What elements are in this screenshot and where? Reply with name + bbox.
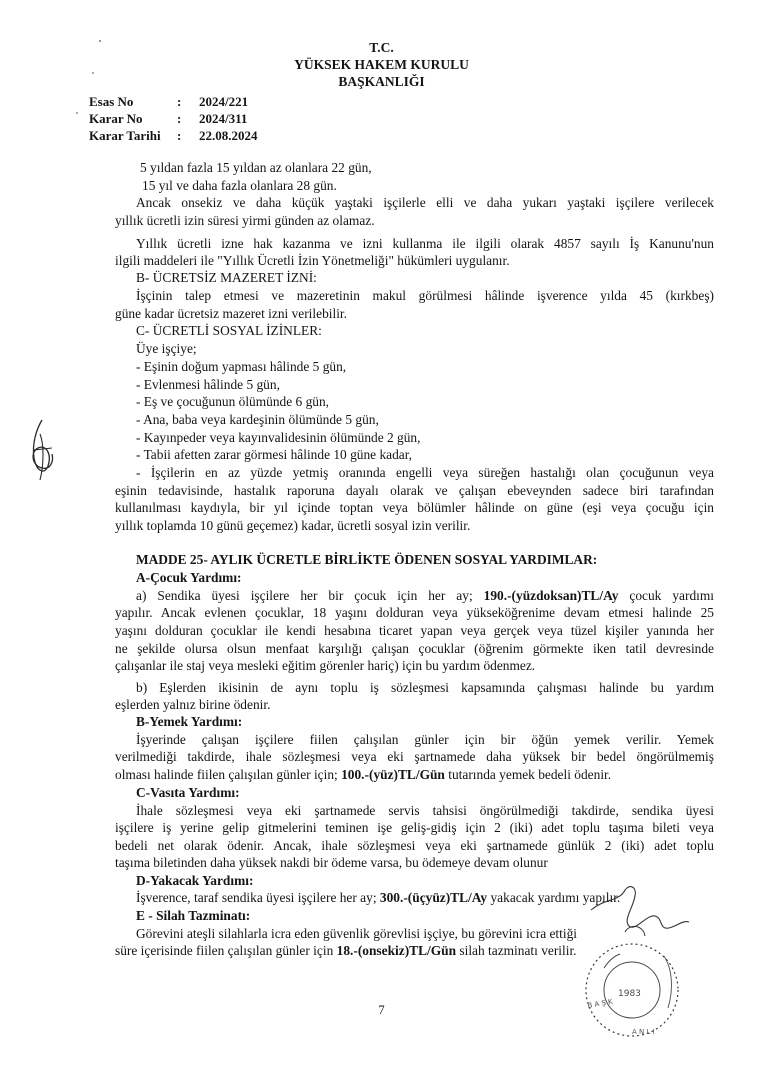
- text-line: b) Eşlerden ikisinin de aynı toplu iş sözleşmesi kapsamında çalışması halinde bu yardım: [136, 680, 714, 695]
- text-line: işçilere iş yerine gelip gitmelerini teminen işe geliş-gidiş için 2 (iki) adet toplu taşıma bileti veya: [115, 820, 714, 835]
- text-line: kullanılması kaydıyla, bir yıl içinde toptan veya bölümler hâlinde on güne (eşi veya çocuğu için: [115, 500, 714, 515]
- meta-value: 22.08.2024: [199, 128, 258, 143]
- meta-label: Karar Tarihi: [89, 128, 161, 143]
- text-line: 15 yıl ve daha fazla olanlara 28 gün.: [142, 178, 337, 193]
- meta-value: 2024/311: [199, 111, 248, 126]
- meta-sep: :: [177, 111, 182, 126]
- subheading-yemek: B-Yemek Yardımı:: [136, 714, 243, 729]
- subheading-vasita: C-Vasıta Yardımı:: [136, 785, 240, 800]
- header-institution: YÜKSEK HAKEM KURULU: [294, 57, 469, 72]
- amount-cocuk: 190.-(yüzdoksan)TL/Ay: [483, 588, 619, 603]
- meta-label: Karar No: [89, 111, 143, 126]
- page-number: 7: [378, 1003, 385, 1017]
- meta-esas-no: [89, 94, 248, 110]
- text-line: yapılır. Ancak evlenen çocuklar, 18 yaşını dolduran veya yükseköğrenime devam etmesi halinde 25: [115, 605, 714, 620]
- list-item: - Eş ve çocuğunun ölümünde 6 gün,: [136, 394, 330, 409]
- text-line: [136, 588, 714, 604]
- list-item: - Eşinin doğum yapması hâlinde 5 gün,: [136, 359, 347, 374]
- list-item: - Evlenmesi hâlinde 5 gün,: [136, 377, 280, 392]
- meta-sep: :: [177, 128, 182, 143]
- scan-speck: [92, 72, 94, 74]
- scan-speck: [99, 40, 101, 42]
- text-line: [136, 890, 620, 906]
- list-item: - Kayınpeder veya kayınvalidesinin ölümünde 2 gün,: [136, 430, 421, 445]
- meta-karar-no: [89, 111, 247, 127]
- text-line: İşyerinde çalışan işçilere fiilen çalışılan günler için bir öğün yemek verilir. Yemek: [136, 732, 714, 747]
- meta-sep: :: [177, 94, 182, 109]
- header-tc: T.C.: [369, 40, 394, 55]
- list-item: - Tabii afetten zarar görmesi hâlinde 10 güne kadar,: [136, 447, 413, 462]
- text-span: olması halinde fiilen çalışılan günler için;: [115, 767, 342, 782]
- text-line: bedeli net olarak ödenir. Ancak, ihale sözleşmesi veya eki şartnamede günlük 2 (iki) adet toplu: [115, 838, 714, 853]
- text-line: 5 yıldan fazla 15 yıldan az olanlara 22 gün,: [140, 160, 372, 175]
- text-line: İşçinin talep etmesi ve mazeretinin makul görülmesi hâlinde işverence yılda 45 (kırkbeş): [136, 288, 714, 303]
- article-heading: MADDE 25- AYLIK ÜCRETLE BİRLİKTE ÖDENEN SOSYAL YARDIMLAR:: [136, 552, 598, 567]
- scan-speck: [76, 112, 78, 114]
- text-line: [115, 943, 577, 959]
- subheading-cocuk: A-Çocuk Yardımı:: [136, 570, 242, 585]
- text-line: eşinin tedavisinde, hastalık raporuna dayalı olarak ve çalışan ebeveynden sadece biri tarafından: [115, 483, 714, 498]
- subheading-silah: E - Silah Tazminatı:: [136, 908, 251, 923]
- official-stamp-icon: [580, 908, 690, 1068]
- text-line: yaşını dolduran çocuklar ile kendi hesabına ticaret yapan veya gerçek veya tüzel kişiler yanında her: [115, 623, 714, 638]
- text-line: taşıma biletinden daha yüksek nakdi bir ödeme varsa, bu ödemeye devam olunur: [115, 855, 548, 870]
- stamp-year: 1983: [618, 989, 641, 999]
- initials-signature-icon: [22, 414, 62, 486]
- amount-yakacak: 300.-(üçyüz)TL/Ay: [379, 890, 488, 905]
- text-line: verilmediği takdirde, ihale sözleşmesi veya eki şartnamede daha yüksek bir bedel öngörülmemiş: [115, 749, 714, 764]
- svg-text:A N L I: A N L I: [632, 1028, 655, 1036]
- meta-karar-tarihi: [89, 128, 258, 144]
- text-line: ilgili maddeleri ile "Yıllık Ücretli İzin Yönetmeliği" hükümleri uygulanır.: [115, 253, 510, 268]
- header-department: BAŞKANLIĞI: [338, 74, 425, 89]
- text-line: ne şekilde olursa olsun menfaat karşılığı çalışan çocuklar (öğrenim görmekte iken tatil devresinde: [115, 641, 714, 656]
- text-span: çocuk yardımı: [618, 588, 714, 603]
- amount-yemek: 100.-(yüz)TL/Gün: [341, 767, 445, 782]
- text-span: yakacak yardımı yapılır.: [487, 890, 621, 905]
- section-heading-c: C- ÜCRETLİ SOSYAL İZİNLER:: [136, 323, 322, 338]
- text-span: İşverence, taraf sendika üyesi işçilere her ay;: [136, 890, 380, 905]
- list-item: - İşçilerin en az yüzde yetmiş oranında engelli veya süreğen hastalığı olan çocuğunun veya: [136, 465, 714, 480]
- meta-value: 2024/221: [199, 94, 249, 109]
- meta-label: Esas No: [89, 94, 134, 109]
- text-line: Görevini ateşli silahlarla icra eden güvenlik görevlisi işçiye, bu görevini icra ettiği: [136, 926, 578, 941]
- text-line: [115, 767, 611, 783]
- list-item: - Ana, baba veya kardeşinin ölümünde 5 gün,: [136, 412, 379, 427]
- text-line: yıllık toplamda 10 günü geçemez) kadar, ücretli sosyal izin verilir.: [115, 518, 471, 533]
- text-span: a) Sendika üyesi işçilere her bir çocuk için her ay;: [136, 588, 484, 603]
- text-line: Yıllık ücretli izne hak kazanma ve izni kullanma ile ilgili olarak 4857 sayılı İş Kanunu'nun: [136, 236, 714, 251]
- amount-silah: 18.-(onsekiz)TL/Gün: [336, 943, 457, 958]
- text-span: süre içerisinde fiilen çalışılan günler için: [115, 943, 337, 958]
- text-line: Üye işçiye;: [136, 341, 197, 356]
- section-heading-b: B- ÜCRETSİZ MAZERET İZNİ:: [136, 270, 317, 285]
- text-line: Ancak onsekiz ve daha küçük yaştaki işçilerle elli ve daha yukarı yaştaki işçilere verilecek: [136, 195, 714, 210]
- text-line: eşlerden yalnız birine ödenir.: [115, 697, 271, 712]
- text-line: güne kadar ücretsiz mazeret izni verilebilir.: [115, 306, 347, 321]
- text-line: İhale sözleşmesi veya eki şartnamede servis tahsisi öngörülmediği takdirde, sendika üyesi: [136, 803, 714, 818]
- text-span: tutarında yemek bedeli ödenir.: [444, 767, 612, 782]
- text-span: silah tazminatı verilir.: [456, 943, 577, 958]
- svg-text:B A Ş K: B A Ş K: [586, 997, 614, 1010]
- subheading-yakacak: D-Yakacak Yardımı:: [136, 873, 254, 888]
- text-line: yıllık ücretli izin süresi yirmi günden az olamaz.: [115, 213, 375, 228]
- text-line: çalışanlar ile staj veya mesleki eğitim görenler hariç) için bu yardım ödenmez.: [115, 658, 536, 673]
